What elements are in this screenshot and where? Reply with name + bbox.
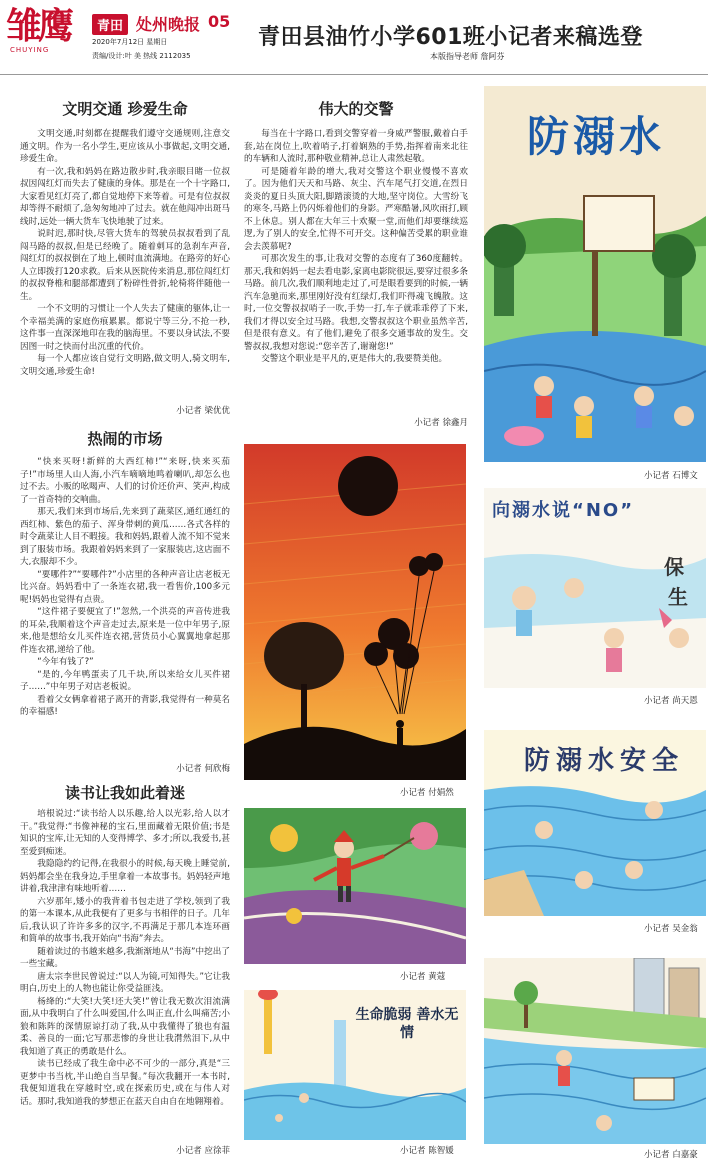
date-line: 2020年7月12日 星期日 bbox=[92, 38, 168, 46]
artwork-caption: 小记者 吴金翁 bbox=[644, 924, 698, 934]
paragraph: 读书已经成了我生命中必不可少的一部分,真是“三更梦中书当枕,半山绝自当早餐。”每次我翻开一本书时,我便知道我在穿越时空,或在探索历史,或在与伟人对话。那时,我知道我的梦想正在蓝天自由自在地翱翔着。 bbox=[20, 1059, 230, 1107]
logo-subtext: CHUYING bbox=[10, 46, 50, 54]
artwork-sunset-balloons bbox=[244, 444, 466, 780]
artwork-caption: 小记者 石博文 bbox=[644, 471, 698, 481]
article-title: 读书让我如此着迷 bbox=[64, 784, 185, 802]
paragraph: 那天,我们来到市场后,先来到了蔬菜区,通红通红的西红柿、紫色的茄子、浑身带刺的黄瓜……各式各样的时令蔬菜让人目不暇接。我和妈妈,跟着人流不知不觉来到了服装市场。我跟着妈妈来到了一家服装店,这店面不大,衣服却不少。 bbox=[20, 507, 230, 567]
paragraph: “这件裙子要便宜了!”忽然,一个洪亮的声音传进我的耳朵,我顺着这个声音走过去,原来是一位中年男子,原来,他是想给女儿买件连衣裙,营货员小心翼翼地拿起那件连衣裙,递给了他。 bbox=[20, 607, 230, 655]
poster-text: 向溺水说“NO” bbox=[492, 500, 635, 521]
poster-text: 防溺水安全 bbox=[523, 746, 684, 776]
article-title: 文明交通 珍爱生命 bbox=[62, 100, 188, 118]
artwork-say-no-to-drowning bbox=[484, 488, 706, 688]
article-title: 伟大的交警 bbox=[318, 100, 394, 118]
paragraph: 文明交通,时刻都在提醒我们遵守交通规则,注意交通文明。作为一名小学生,更应该从小事做起,文明交通,珍爱生命。 bbox=[20, 129, 230, 164]
paragraph: “要哪件?”“要哪件?”小店里的各种声音让店老板无比兴奋。妈妈看中了一条连衣裙,我一看售价,100多元呢!妈妈也觉得有点贵。 bbox=[20, 569, 230, 605]
poster-text: 防溺水 bbox=[526, 112, 665, 161]
artwork-caption: 小记者 尚天恩 bbox=[644, 696, 698, 706]
artwork-boy-on-path bbox=[244, 808, 466, 964]
svg-text:保: 保 bbox=[664, 555, 684, 579]
artwork-anti-drowning-poster bbox=[484, 86, 706, 462]
paragraph: 培根说过:“读书给人以乐趣,给人以光彩,给人以才干。”我觉得:“书像神秘的宝石,里面藏着无限价值;书是知识的宝库,让无知的人变得博学、多才;所以,我爱书,甚至爱到痴迷。 bbox=[20, 809, 230, 857]
paragraph: 六岁那年,矮小的我背着书包走进了学校,领到了我的第一本课本,从此我便有了更多与书相伴的日子。几年后,我认识了许许多多的汉字,不再满足于那几本连环画和简单的故事书,我开始向“书海”奔去。 bbox=[20, 896, 230, 944]
article-traffic-police bbox=[244, 98, 468, 119]
paragraph: 说时迟,那时快,尽管大货车的驾驶员叔叔看到了乱闯马路的叔叔,但是已经晚了。随着刺耳的急刹车声音,闯红灯的叔叔倒在了地上,顿时血流满地。在路旁的好心人立即拨打120求救。后来从医院传来消息,那位闯红灯的叔叔脊椎和腿部都遭到了粉碎性骨折,轮椅将伴随他一生。 bbox=[20, 229, 230, 302]
paper-name: 处州晚报 bbox=[136, 15, 201, 34]
paragraph: 随着读过的书越来越多,我渐渐地从“书海”中挖出了一些宝藏。 bbox=[20, 946, 230, 969]
artwork-caption: 小记者 付娟然 bbox=[400, 788, 454, 798]
poster-text: 生命脆弱 善水无情 bbox=[355, 1007, 459, 1041]
paragraph: 每当在十字路口,看到交警穿着一身威严警服,戴着白手套,站在岗位上,吹着哨子,打着娴熟的手势,指挥着南来北往的车辆和人流时,那种敬业精神,总让人肃然起敬。 bbox=[244, 129, 468, 164]
artwork-caption: 小记者 陈智媛 bbox=[400, 1146, 454, 1156]
article-body bbox=[20, 128, 230, 378]
article-byline: 小记者 何欣梅 bbox=[176, 764, 230, 774]
article-byline: 小记者 徐鑫月 bbox=[414, 418, 468, 428]
paragraph: 唐太宗李世民曾说过:“以人为镜,可知得失。”它让我明白,历史上的人物也能让你受益匪浅。 bbox=[20, 971, 230, 994]
page-headline: 青田县油竹小学601班小记者来稿选登 bbox=[258, 25, 643, 50]
paragraph: 杨绛的:“大笑!大笑!还大笑!”曾让我无数次泪流满面,从中我明白了什么叫爱国,什么叫正直,什么叫痛苦;小狼和陈阵的深情原谅打动了我,从中我懂得了狼也有温柔、善良的一面;它写那悲惨的身世让我潸然泪下,从中我知道了真正的勇敢是什么。 bbox=[20, 996, 230, 1057]
artwork-caption: 小记者 黄蔻 bbox=[400, 972, 446, 982]
page-number: 05 bbox=[208, 12, 231, 31]
paragraph: 一个不文明的习惯让一个人失去了健康的躯体,让一个幸福美满的家庭伤痕累累。都说宁等三分,不抢一秒,这件事一直深深地印在我的脑海里。不要以身试法,不要因图一时之快而付出沉重的代价。 bbox=[20, 304, 230, 352]
artwork-water-safety bbox=[484, 730, 706, 916]
article-civilized-traffic bbox=[20, 98, 230, 119]
article-body bbox=[20, 456, 230, 719]
artwork-river-scene bbox=[484, 958, 706, 1144]
article-body bbox=[244, 128, 468, 366]
svg-text:生: 生 bbox=[668, 585, 688, 609]
section-chip: 青田 bbox=[92, 14, 128, 35]
paragraph: 交警这个职业是平凡的,更是伟大的,我要赞美他。 bbox=[261, 354, 448, 364]
paragraph: 可那次发生的事,让我对交警的态度有了360度翻转。那天,我和妈妈一起去看电影,家离电影院很远,要穿过很多条马路。前几次,我们顺利地走过了,可是眼看要到的时候,一辆汽车急驰而来,那里刚好没有红绿灯,我们吓得魂飞魄散。这时,一位交警叔叔哨子一吹,手势一打,车子就乖乖停了下来,我们才得以安全过马路。我想,交警叔叔这个职业虽然辛苦,但是很有意义。有了他们,避免了很多交通事故的发生。交警叔叔,我想对您说:“您辛苦了,谢谢您!” bbox=[244, 254, 468, 352]
artwork-drowning-poster bbox=[244, 990, 466, 1140]
article-busy-market bbox=[20, 428, 230, 449]
editor-line: 责编/设计:叶 美 热线 2112035 bbox=[92, 52, 191, 60]
paragraph: 可是随着年龄的增大,我对交警这个职业慢慢不喜欢了。因为他们天天和马路、灰尘、汽车尾气打交道,在烈日炎炎的夏日头顶大阳,脚踏滚烫的大地,坚守岗位。大雪纷飞的寒冬,马路上仍闪烁着他们的身影。严寒酷暑,风吹雨打,顾不上休息。别人都在大年三十欢聚一堂,而他们却要继续巡逻,为了别人的安全,忙得不可开交。这种偏苦受累的职业谁会去羡慕呢? bbox=[244, 166, 468, 252]
paragraph: 我隐隐约约记得,在我很小的时候,每天晚上睡觉前,妈妈都会坐在我身边,手里拿着一本故事书。妈妈轻声地讲着,我津津有味地听着…… bbox=[20, 859, 230, 894]
paragraph: “是的,今年鸭蛋卖了几千块,所以来给女儿买件裙子……”中年男子对店老板说。 bbox=[20, 669, 230, 692]
article-byline: 小记者 应徐菲 bbox=[176, 1146, 230, 1156]
article-title: 热闹的市场 bbox=[87, 430, 163, 448]
tutor-line: 本版指导老师 詹阿芬 bbox=[430, 52, 505, 61]
masthead-logo bbox=[6, 6, 84, 56]
paragraph: 看着父女俩拿着裙子离开的背影,我觉得有一种莫名的幸福感! bbox=[20, 694, 230, 717]
article-body bbox=[20, 808, 230, 1108]
article-reading bbox=[20, 782, 230, 803]
paragraph: “快来买呀!新鲜的大西红柿!”“来呀,快来买茄子!”市场里人山人海,小汽车嘀嘀地鸣着喇叭,却怎么也过不去。小贩的吆喝声、人们的讨价还价声、笑声,构成了一首奇特的交响曲。 bbox=[20, 457, 230, 505]
paragraph: 有一次,我和妈妈在路边散步时,我亲眼目睹一位叔叔因闯红灯而失去了健康的身体。那是在一个十字路口,大家看见红灯亮了,都自觉地停下来等着。可是有位叔叔却等得不耐烦了,急匆匆地冲了过去。就在他闯冲出斑马线时,远处一辆大货车飞快地驶了过来。 bbox=[20, 166, 230, 227]
paragraph: “今年有钱了?” bbox=[37, 657, 94, 667]
article-byline: 小记者 梁优优 bbox=[176, 406, 230, 416]
artwork-caption: 小记者 白嘉豪 bbox=[644, 1150, 698, 1160]
header-divider bbox=[0, 74, 708, 75]
paragraph: 每一个人都应该自觉行文明路,做文明人,骑文明车,文明交通,珍爱生命! bbox=[20, 354, 230, 377]
logo-text: 雏鹰 bbox=[6, 5, 71, 47]
